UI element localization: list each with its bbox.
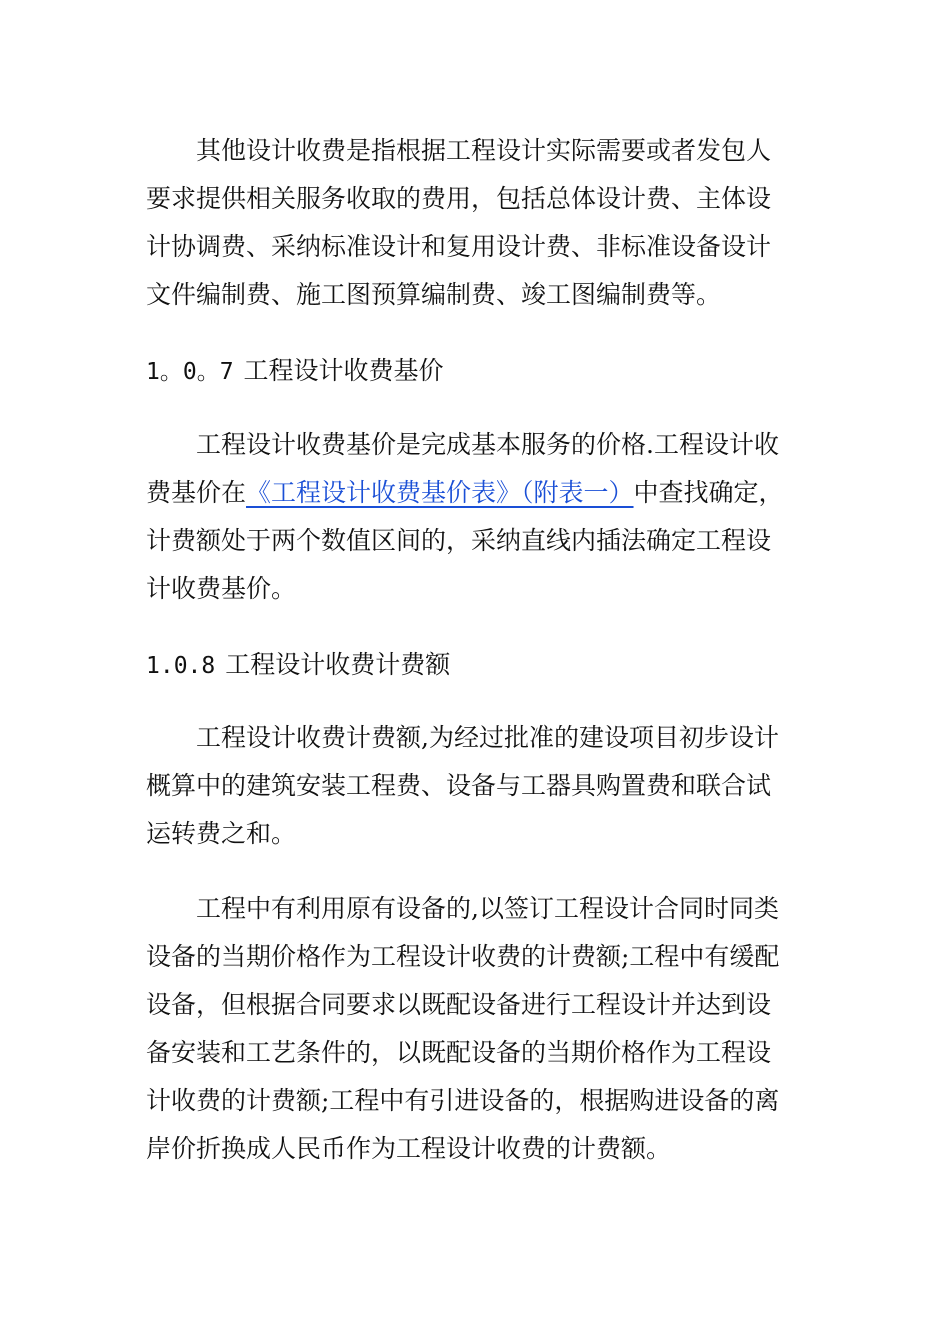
paragraph-line: 运转费之和。 [146,819,297,848]
paragraph-line: 设备的当期价格作为工程设计收费的计费额;工程中有缓配 [146,942,780,971]
paragraph-line: 其他设计收费是指根据工程设计实际需要或者发包人 [196,136,772,165]
paragraph-line: 岸价折换成人民币作为工程设计收费的计费额。 [146,1134,672,1163]
section-title: 工程设计收费基价 [243,356,444,385]
section-heading-1-0-7 [146,351,444,392]
paragraph-line: 计协调费、采纳标准设计和复用设计费、非标准设备设计 [146,232,772,261]
paragraph-equipment-fee-basis [146,885,806,1173]
paragraph-line: 工程设计收费基价是完成基本服务的价格.工程设计收 [196,430,779,459]
paragraph-line: 计费额处于两个数值区间的，采纳直线内插法确定工程设 [146,526,772,555]
section-number: 1.0.8 [146,653,216,679]
section-title: 工程设计收费计费额 [225,650,451,679]
paragraph-line: 概算中的建筑安装工程费、设备与工器具购置费和联合试 [146,771,772,800]
paragraph-line: 设备，但根据合同要求以既配设备进行工程设计并达到设 [146,990,772,1019]
section-number: 1。0。7 [146,359,234,385]
base-price-table-link[interactable]: 《工程设计收费基价表》（附表一） [246,478,634,507]
section-heading-1-0-8 [146,645,450,686]
paragraph-line: 备安装和工艺条件的，以既配设备的当期价格作为工程设 [146,1038,772,1067]
paragraph-line: 工程中有利用原有设备的,以签订工程设计合同时同类 [196,894,779,923]
text-segment: 中查找确定， [633,478,784,507]
paragraph-other-design-fees [146,127,806,319]
paragraph-line: 计收费的计费额;工程中有引进设备的，根据购进设备的离 [146,1086,780,1115]
paragraph-line: 计收费基价。 [146,574,297,603]
text-segment: 费基价在 [146,478,247,507]
paragraph-base-price [146,421,806,613]
paragraph-line: 文件编制费、施工图预算编制费、竣工图编制费等。 [146,280,722,309]
paragraph-line [146,469,806,517]
paragraph-line: 工程设计收费计费额,为经过批准的建设项目初步设计 [196,723,779,752]
paragraph-fee-basis [146,714,806,858]
paragraph-line: 要求提供相关服务收取的费用，包括总体设计费、主体设 [146,184,772,213]
